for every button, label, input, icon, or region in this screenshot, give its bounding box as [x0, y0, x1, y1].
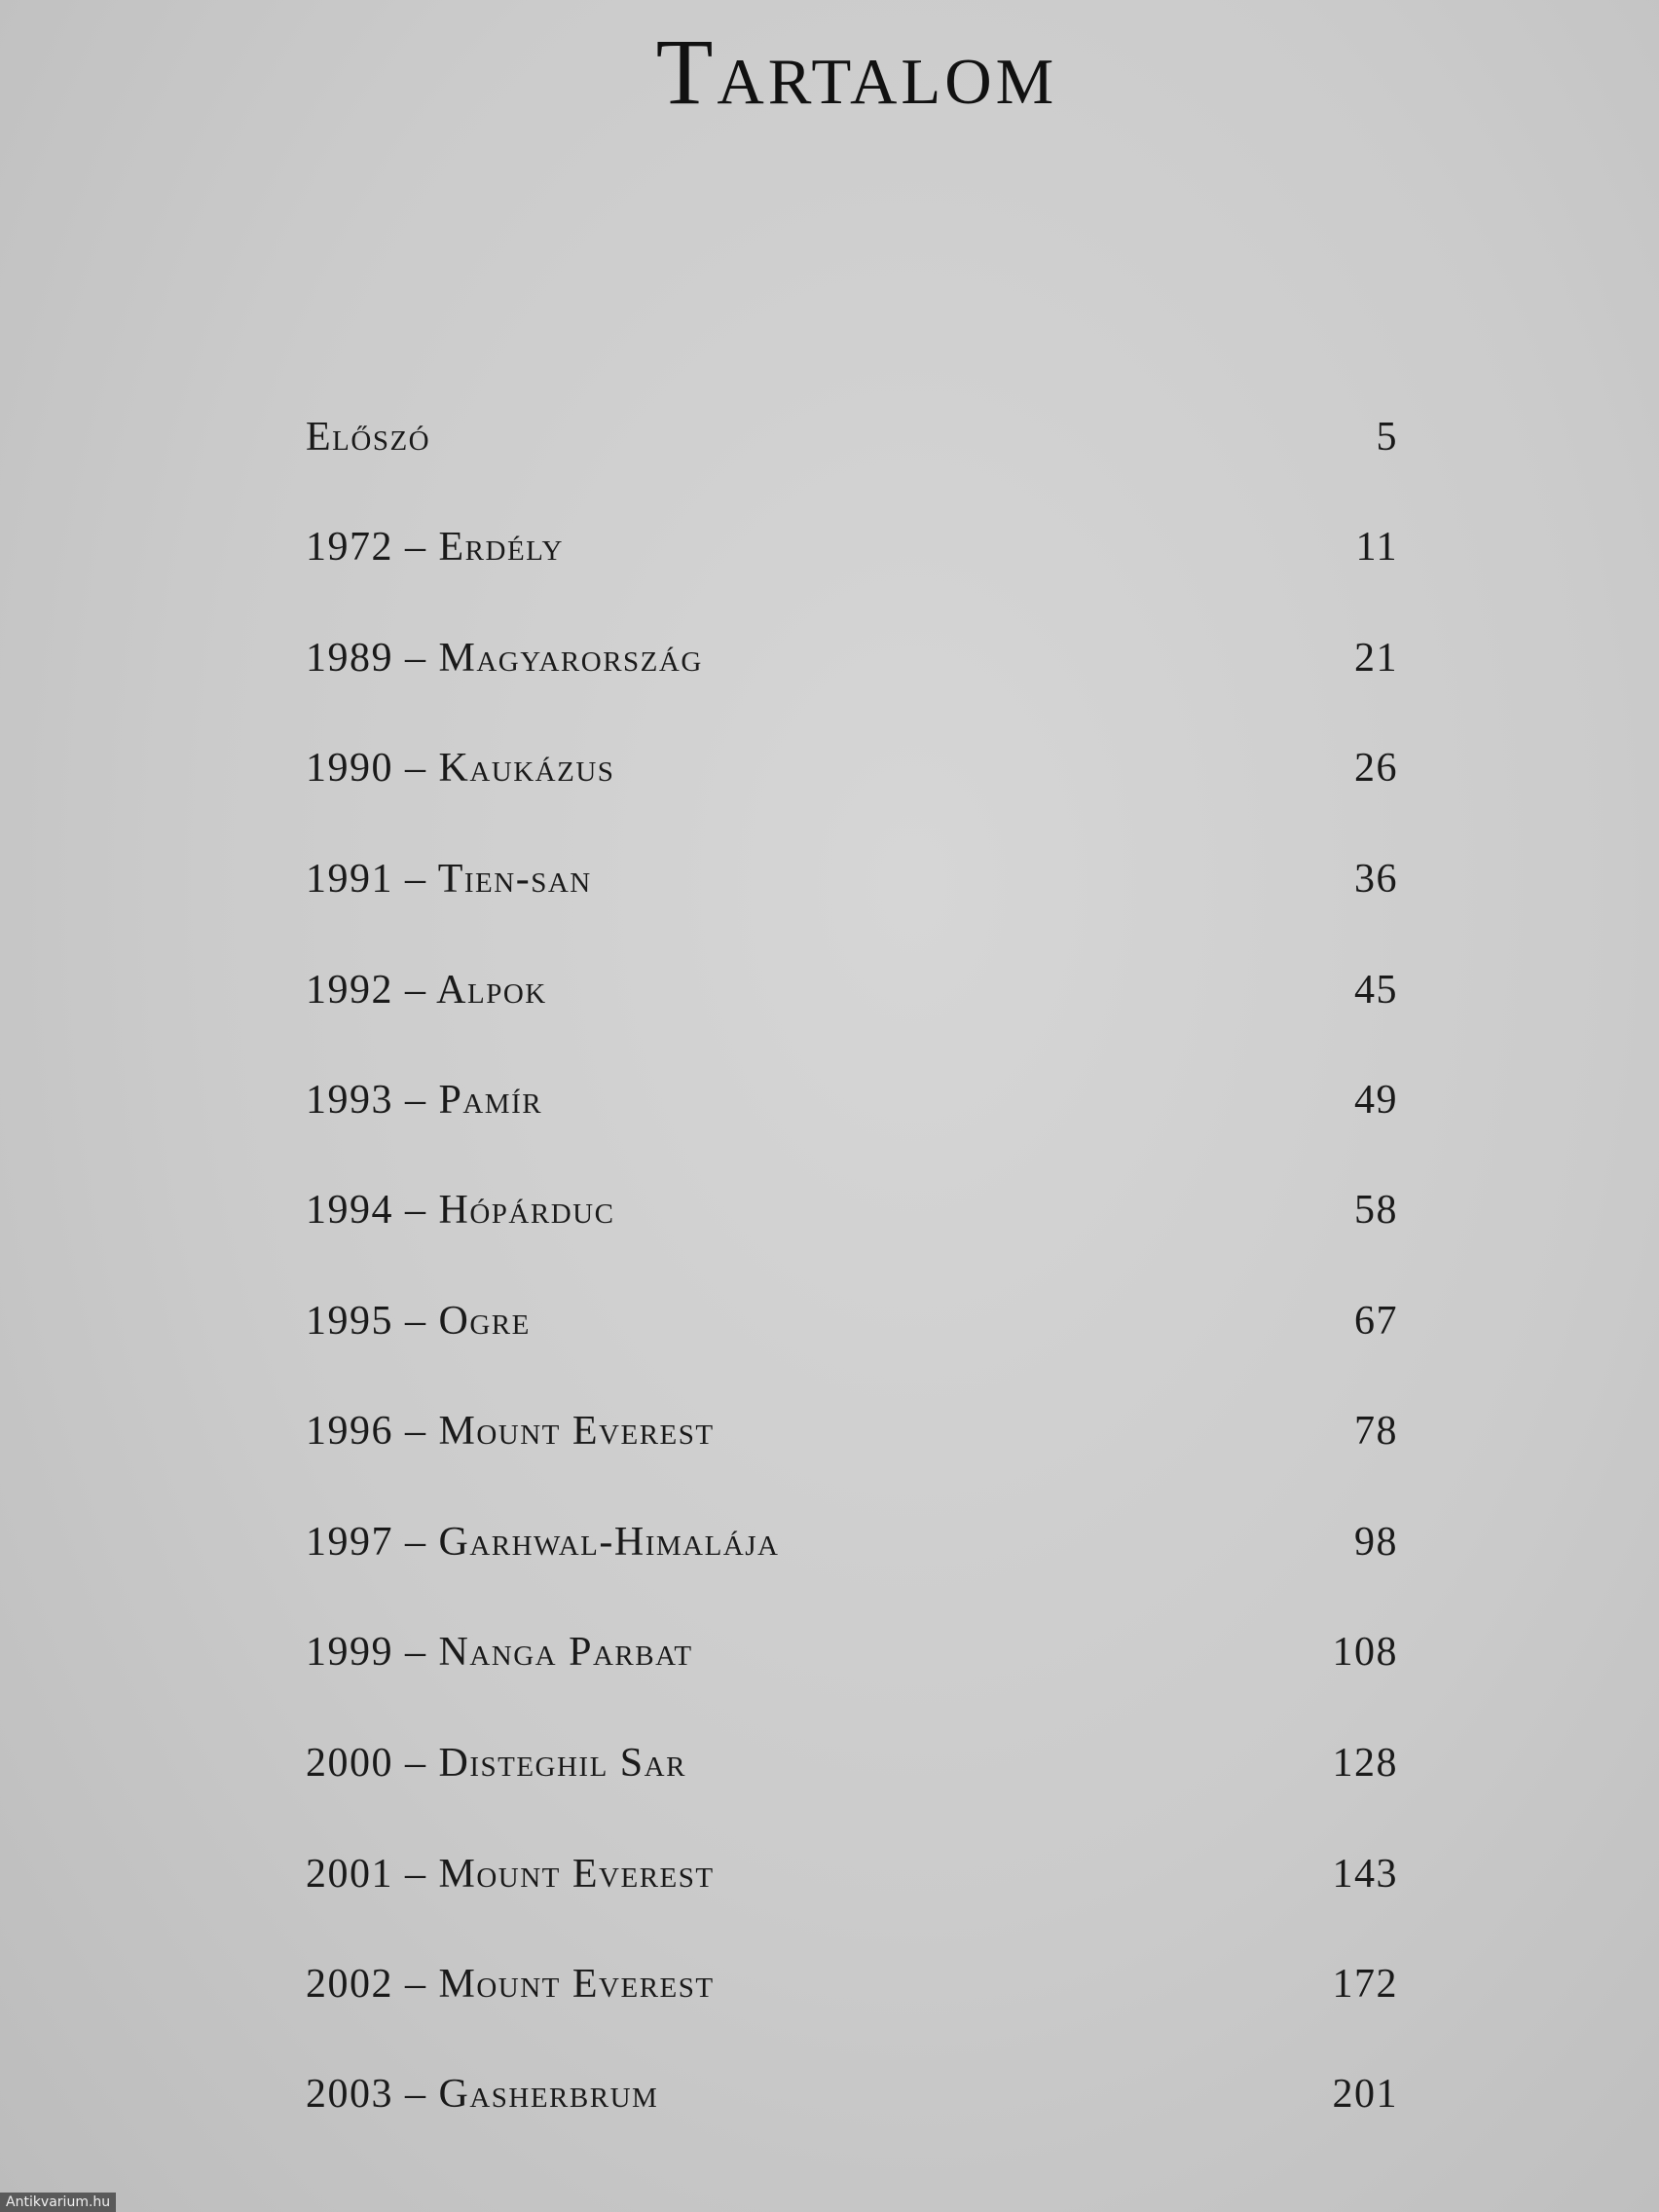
page-title: Tartalom — [655, 19, 1058, 124]
toc-entry — [306, 1740, 1398, 1798]
toc-entry — [306, 1408, 1398, 1466]
toc-entry — [306, 635, 1398, 693]
toc-entry-page: 26 — [1354, 746, 1398, 791]
toc-entry-label: 1992 – Alpok — [306, 968, 547, 1013]
toc-entry-page: 36 — [1354, 857, 1398, 902]
toc-entry-label: 1972 – Erdély — [306, 525, 564, 570]
toc-entry — [306, 1187, 1398, 1245]
toc-entry-label: 1997 – Garhwal-Himalája — [306, 1520, 780, 1565]
watermark: Antikvarium.hu — [0, 2193, 116, 2212]
toc-entry — [306, 524, 1398, 582]
toc-entry — [306, 1298, 1398, 1356]
toc-entry-page: 11 — [1355, 525, 1398, 570]
toc-entry-page: 201 — [1332, 2072, 1398, 2117]
toc-entry-page: 108 — [1332, 1630, 1398, 1675]
toc-entry-page: 67 — [1354, 1299, 1398, 1344]
toc-entry-page: 98 — [1354, 1520, 1398, 1565]
toc-entry-page: 21 — [1354, 636, 1398, 681]
toc-entry — [306, 2071, 1398, 2129]
toc-entry — [306, 1961, 1398, 2019]
toc-entry-label: 2003 – Gasherbrum — [306, 2072, 659, 2117]
toc-entry-label: 2000 – Disteghil Sar — [306, 1741, 686, 1786]
toc-entry-label: 1989 – Magyarország — [306, 636, 703, 681]
toc-entry-label: 1993 – Pamír — [306, 1078, 543, 1123]
toc-entry-page: 143 — [1332, 1852, 1398, 1897]
toc-entry — [306, 745, 1398, 803]
toc-entry-label: 2002 – Mount Everest — [306, 1962, 715, 2007]
toc-entry-label: 1995 – Ogre — [306, 1299, 531, 1344]
toc-entry-page: 128 — [1332, 1741, 1398, 1786]
toc-entry — [306, 1077, 1398, 1135]
toc-entry-page: 78 — [1354, 1409, 1398, 1454]
toc-entry-label: 2001 – Mount Everest — [306, 1852, 715, 1897]
toc-entry — [306, 967, 1398, 1025]
toc-entry-label: 1999 – Nanga Parbat — [306, 1630, 693, 1675]
toc-entry — [306, 1851, 1398, 1909]
toc-entry-page: 49 — [1354, 1078, 1398, 1123]
toc-entry-page: 45 — [1354, 968, 1398, 1013]
toc-entry-label: Előszó — [306, 415, 431, 460]
toc-entry — [306, 1519, 1398, 1577]
toc-entry-label: 1990 – Kaukázus — [306, 746, 615, 791]
toc-entry-page: 58 — [1354, 1188, 1398, 1233]
toc-entry — [306, 856, 1398, 914]
toc-entry-label: 1994 – Hópárduc — [306, 1188, 615, 1233]
toc-entry-label: 1996 – Mount Everest — [306, 1409, 715, 1454]
toc-entry-page: 172 — [1332, 1962, 1398, 2007]
toc-entry-page: 5 — [1376, 415, 1398, 460]
toc-entry-label: 1991 – Tien-san — [306, 857, 592, 902]
toc-entry — [306, 414, 1398, 472]
toc-entry — [306, 1629, 1398, 1687]
